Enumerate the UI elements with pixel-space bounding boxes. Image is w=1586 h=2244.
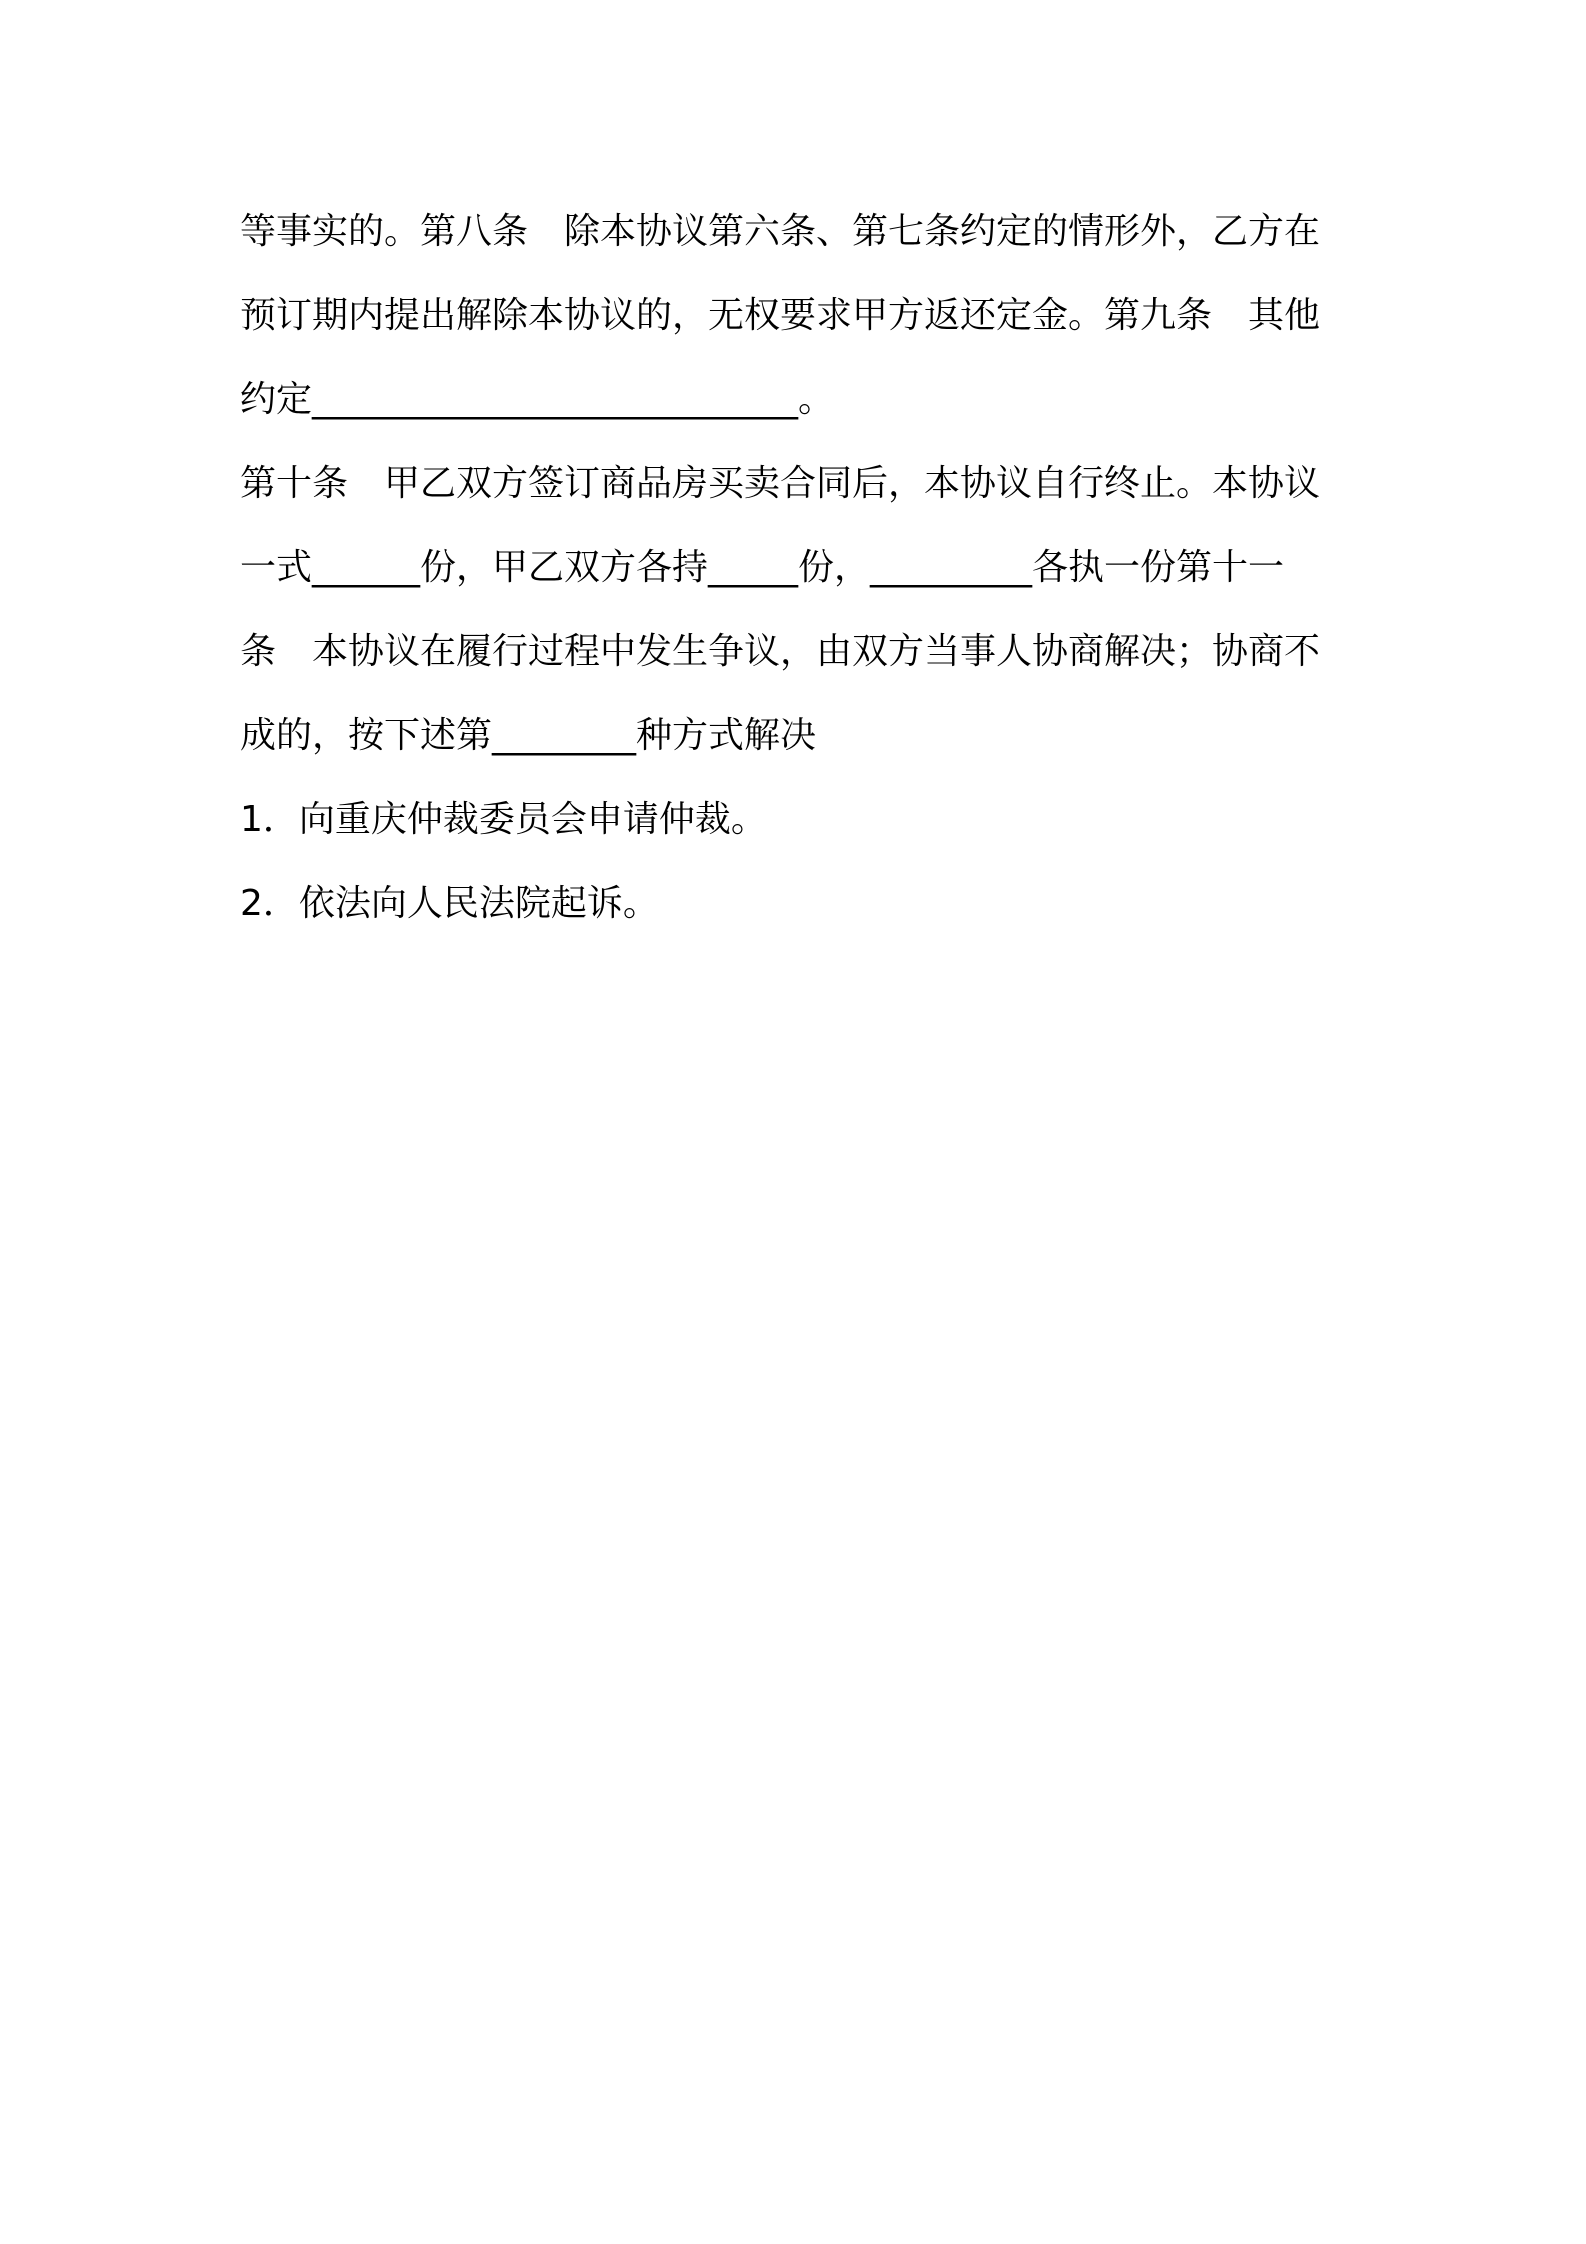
list-item: 2．依法向人民法院起诉。 [240, 883, 659, 924]
list-item: 1．向重庆仲裁委员会申请仲裁。 [240, 799, 767, 840]
text-line: 等事实的。第八条 除本协议第六条、第七条约定的情形外，乙方在 [240, 211, 1321, 252]
text-line: 一式______份，甲乙双方各持_____份，_________各执一份第十一 [240, 547, 1285, 588]
text-line: 第十条 甲乙双方签订商品房买卖合同后，本协议自行终止。本协议 [240, 463, 1321, 504]
text-line: 预订期内提出解除本协议的，无权要求甲方返还定金。第九条 其他 [240, 295, 1321, 336]
document-body [240, 190, 1360, 946]
text-line: 约定___________________________。 [240, 379, 834, 420]
text-line: 成的，按下述第________种方式解决 [240, 715, 817, 756]
text-line: 条 本协议在履行过程中发生争议，由双方当事人协商解决；协商不 [240, 631, 1321, 672]
